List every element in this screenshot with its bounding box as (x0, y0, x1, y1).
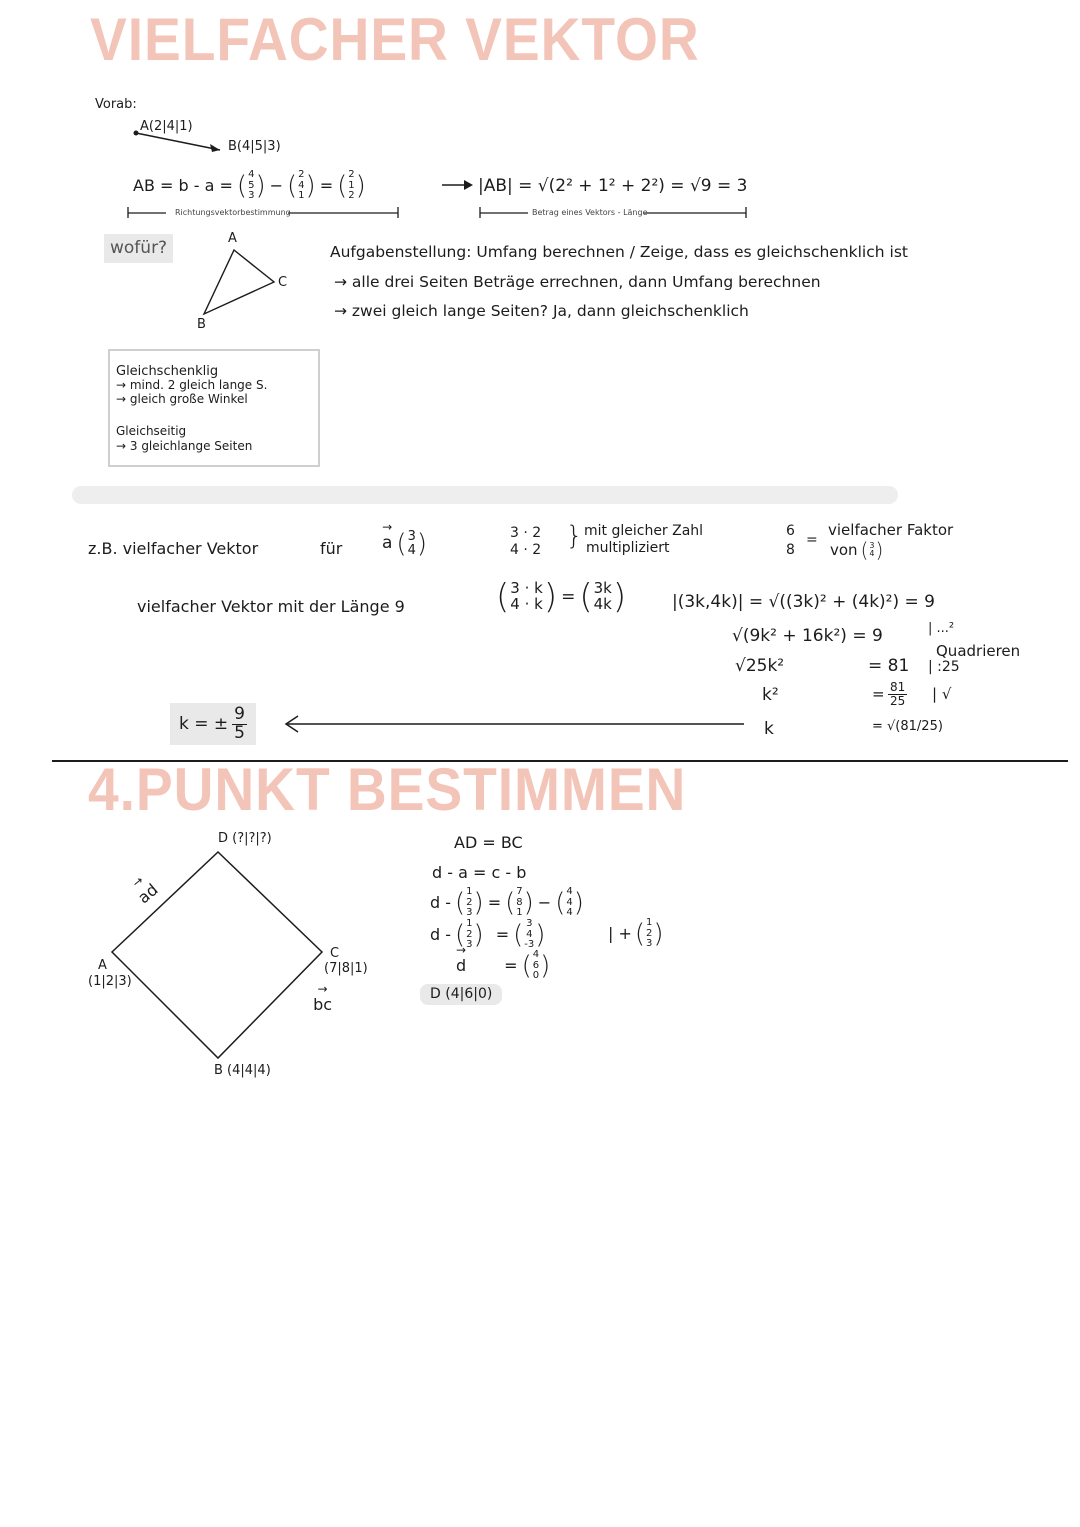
aufgabe-line-3: → zwei gleich lange Seiten? Ja, dann gleichschenklich (334, 302, 749, 320)
mult-line-2: 4 · 2 (510, 542, 542, 558)
vector-ad-label: → ad (135, 881, 162, 907)
aufgabe-line-2: → alle drei Seiten Beträge errechnen, dann Umfang berechnen (334, 273, 821, 291)
point-c-coords: (7|8|1) (324, 961, 368, 976)
length-equation: |AB| = √(2² + 1² + 2²) = √9 = 3 (478, 176, 748, 196)
eq-step-4: d - ( 1 2 3 ) = ( 3 4 -3 ) (430, 918, 546, 950)
step-3-left: k² (762, 685, 779, 705)
result-k-box: k = ± $\frac{9}{5}$ (170, 703, 256, 745)
eq-step-5: → d = ( 4 6 0 ) (456, 950, 550, 982)
vector-3k4k: ( 3 · k 4 · k ) = ( 3k 4k ) (496, 577, 627, 617)
vector-a-letter: → a (382, 534, 392, 553)
vector-bc-label: → bc (313, 996, 332, 1014)
vielfacher-faktor-label: vielfacher Faktor (828, 521, 954, 539)
step-3-eq: = (872, 685, 885, 703)
eq-d-minus-a: d - a = c - b (432, 863, 527, 882)
step-1: √(9k² + 16k²) = 9 (732, 626, 883, 646)
ab-equation: AB = b - a = ( 4 5 3 ) − ( 2 4 1 ) = ( 2 1 2 ) (133, 169, 366, 201)
note-betrag: Betrag eines Vektors - Länge (532, 208, 648, 217)
multipliziert-label: multipliziert (586, 540, 670, 556)
mult-line-1: 3 · 2 (510, 525, 542, 541)
step-3-fraction: $\frac{81}{25}$ (890, 680, 906, 708)
step-2-right: = 81 (868, 656, 910, 676)
section-divider-bar (72, 486, 898, 504)
point-a-coords: (1|2|3) (88, 974, 132, 989)
box-gleichschenklig: Gleichschenklig (116, 364, 219, 379)
implies-arrow (440, 178, 476, 192)
aufgabe-line-1: Aufgabenstellung: Umfang berechnen / Zeige, dass es gleichschenklich ist (330, 243, 908, 261)
triangle-label-a: A (228, 231, 237, 246)
step-3-note: | √ (932, 685, 952, 703)
point-b-label: B(4|5|3) (228, 139, 281, 154)
step-4-right: = √(81/25) (872, 719, 943, 734)
wofuer-label: wofür? (104, 234, 173, 263)
ab-equation-prefix: AB = b - a = (133, 175, 233, 195)
title-vielfacher-vektor: VIELFACHER VEKTOR (90, 6, 700, 73)
mult-brace: } (566, 521, 583, 551)
result-8: 8 (786, 542, 795, 558)
step-2-left: √25k² (735, 656, 785, 676)
eq-step-3: d - ( 1 2 3 ) = ( 7 8 1 ) − ( 4 4 4 ) (430, 886, 584, 918)
ab-arrow-sketch (130, 128, 230, 158)
box-gleichschenklig-rule-2: → gleich große Winkel (116, 392, 248, 406)
triangle-label-c: C (278, 275, 288, 290)
point-a-label: A(2|4|1) (140, 119, 193, 134)
vector-a: ( 2 4 1 ) (287, 169, 316, 201)
norm-equation: |(3k,4k)| = √((3k)² + (4k)²) = 9 (672, 592, 935, 612)
fuer-label: für (320, 539, 343, 558)
triangle-label-b: B (197, 317, 206, 332)
title-punkt-bestimmen: 4.PUNKT BESTIMMEN (88, 756, 687, 823)
result-point-d: D (4|6|0) (420, 984, 502, 1005)
vector-a-34: → a ( 3 4 ) (382, 530, 427, 557)
eq-ad-bc: AD = BC (454, 833, 523, 852)
quadrieren-label: Quadrieren (936, 642, 1021, 660)
vorab-label: Vorab: (95, 97, 137, 112)
note-richtungsvektor: Richtungsvektorbestimmung (175, 208, 291, 217)
mit-gleicher-zahl: mit gleicher Zahl (584, 523, 704, 539)
point-d-label: D (?|?|?) (218, 831, 272, 846)
eq-step-4-note: | + ( 1 2 3 ) (608, 917, 664, 949)
long-left-arrow (282, 714, 748, 734)
laenge-text: vielfacher Vektor mit der Länge 9 (137, 597, 405, 616)
box-gleichschenklig-rule-1: → mind. 2 gleich lange S. (116, 378, 268, 392)
step-4-left: k (764, 719, 774, 739)
result-equals: = (806, 532, 818, 548)
definitions-box (108, 349, 320, 467)
box-gleichseitig: Gleichseitig (116, 424, 187, 438)
result-6: 6 (786, 523, 795, 539)
triangle-sketch (196, 244, 282, 326)
box-gleichseitig-rule: → 3 gleichlange Seiten (116, 439, 253, 453)
step-2-note: | :25 (928, 659, 960, 675)
point-b-label: B (4|4|4) (214, 1063, 271, 1078)
point-c-letter: C (330, 946, 340, 961)
zb-label: z.B. vielfacher Vektor (88, 539, 259, 558)
vector-b: ( 4 5 3 ) (236, 169, 266, 201)
step-1-note: | ...² (928, 621, 955, 636)
von-vector: von ( 3 4 ) (830, 538, 884, 562)
point-a-letter: A (98, 958, 107, 973)
vector-ab: ( 2 1 2 ) (337, 169, 366, 201)
